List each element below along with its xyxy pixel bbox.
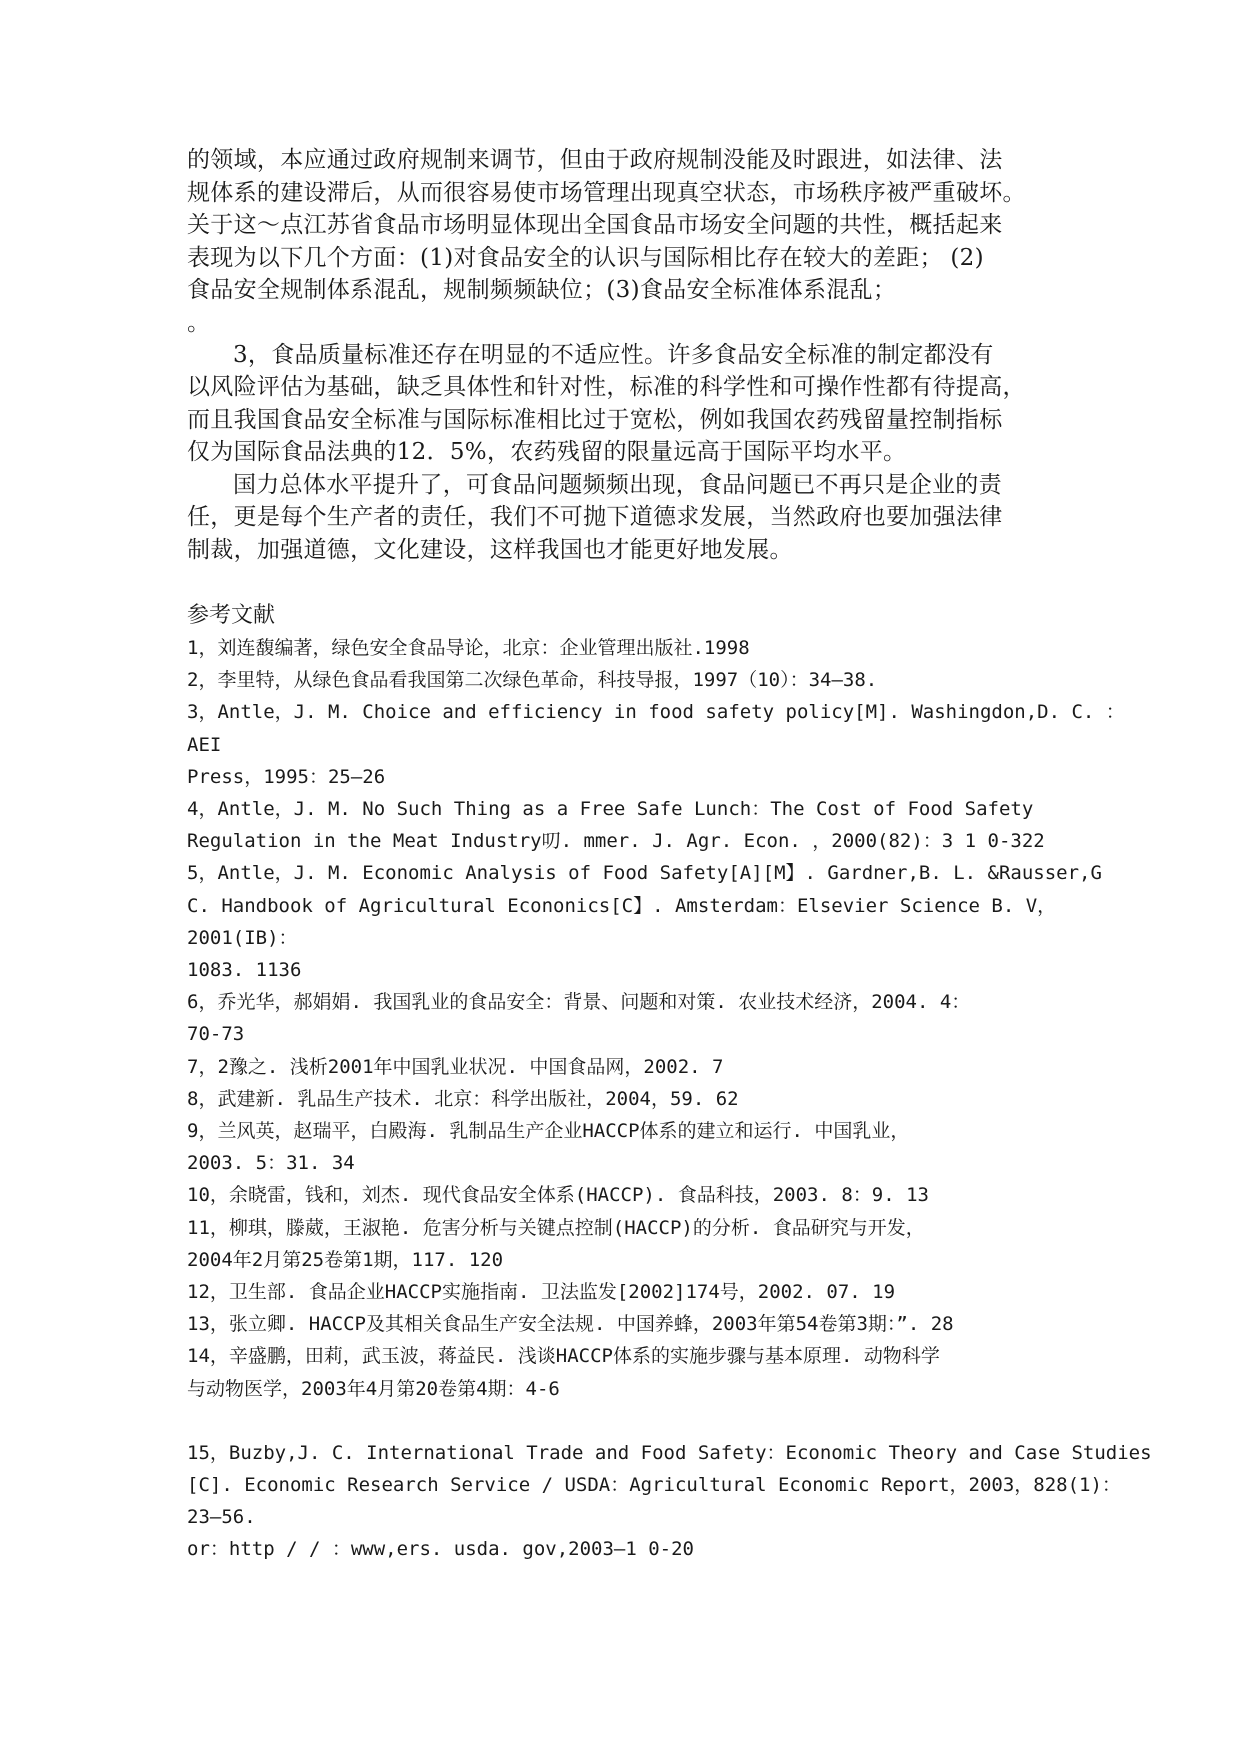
text-line: 3，食品质量标准还存在明显的不适应性。许多食品安全标准的制定都没有 [233,341,994,368]
text-line: 仅为国际食品法典的12．5%，农药残留的限量远高于国际平均水平。 [187,439,907,465]
reference-line: 15，Buzby,J. C. International Trade and Food Safety：Economic Theory and Case Studies [187,1441,1152,1464]
reference-line: [C]. Economic Research Service / USDA：Agricultural Economic Report，2003，828(1)： [187,1474,1121,1497]
paragraph-3 [187,339,1067,469]
references-heading: 参考文献 [187,603,276,628]
text-line: 表现为以下几个方面：(1)对食品安全的认识与国际相比存在较大的差距； (2) [187,244,984,271]
text-line: 食品安全规制体系混乱，规制频频缺位；(3)食品安全标准体系混乱； [187,277,897,303]
references-section [187,600,1152,1566]
reference-line: 1，刘连馥编著，绿色安全食品导论，北京：企业管理出版社.1998 [187,637,750,659]
reference-line: 14，辛盛鹏，田莉，武玉波，蒋益民. 浅谈HACCP体系的实施步骤与基本原理. 动物科学 [187,1345,940,1368]
reference-line: 10，余晓雷，钱和，刘杰. 现代食品安全体系(HACCP). 食品科技，2003. 8：9. 13 [187,1184,929,1207]
text-line: 制裁，加强道德，文化建设，这样我国也才能更好地发展。 [187,536,793,563]
reference-line: 8，武建新. 乳品生产技术. 北京：科学出版社，2004，59. 62 [187,1087,739,1110]
reference-line: 7，2豫之. 浅析2001年中国乳业状况. 中国食品网，2002. 7 [187,1055,724,1078]
reference-line: 12，卫生部. 食品企业HACCP实施指南. 卫法监发[2002]174号，2002. 07. 19 [187,1281,896,1304]
reference-line: 5，Antle，J. M. Economic Analysis of Food Safety[A][M】. Gardner,B. L. &Rausser,G [187,862,1102,885]
body-text [187,144,1067,566]
reference-line: 6，乔光华，郝娟娟. 我国乳业的食品安全：背景、问题和对策. 农业技术经济，2004. 4： [187,991,971,1014]
reference-line: 2，李里特，从绿色食品看我国第二次绿色革命，科技导报，1997（10）：34—38. [187,669,878,692]
reference-line: 11，柳琪，滕葳，王淑艳. 危害分析与关键点控制(HACCP)的分析. 食品研究与开发， [187,1216,925,1239]
reference-gap [187,1405,1107,1437]
reference-line: 4，Antle，J. M. No Such Thing as a Free Safe Lunch：The Cost of Food Safety [187,798,1034,821]
reference-line: 2003. 5：31. 34 [187,1152,355,1175]
paragraph-4 [187,469,1067,567]
reference-line: 9，兰风英，赵瑞平，白殿海. 乳制品生产企业HACCP体系的建立和运行. 中国乳业， [187,1120,910,1143]
references-list [187,632,1152,1566]
text-line: 以风险评估为基础，缺乏具体性和针对性，标准的科学性和可操作性都有待提高， [187,374,1026,400]
text-line: 的领域，本应通过政府规制来调节，但由于政府规制没能及时跟进，如法律、法 [187,147,1003,173]
text-line: 而且我国食品安全标准与国际标准相比过于宽松，例如我国农药残留量控制指标 [187,406,1003,433]
reference-line: 23—56. [187,1506,256,1529]
reference-line: 70-73 [187,1023,245,1046]
reference-line: 2004年2月第25卷第1期，117. 120 [187,1248,504,1271]
reference-line: Press，1995：25—26 [187,765,386,788]
text-line: 国力总体水平提升了，可食品问题频频出现，食品问题已不再只是企业的责 [233,471,1002,498]
paragraph-1 [187,144,1067,307]
text-line: 任，更是每个生产者的责任，我们不可抛下道德求发展，当然政府也要加强法律 [187,504,1003,530]
reference-line: C. Handbook of Agricultural Econonics[C】. Amsterdam：Elsevier Science B. V， [187,894,1057,917]
reference-line: 2001(IB)： [187,926,298,949]
reference-line: 与动物医学，2003年4月第20卷第4期：4-6 [187,1377,560,1400]
paragraph-dot: 。 [187,309,211,336]
reference-line: or：http / / ：www,ers. usda. gov,2003—1 0-20 [187,1538,694,1561]
reference-line: 1083. 1136 [187,959,302,982]
text-line: 规体系的建设滞后，从而很容易使市场管理出现真空状态，市场秩序被严重破坏。 [187,179,1026,206]
text-line: 关于这～点江苏省食品市场明显体现出全国食品市场安全问题的共性，概括起来 [187,212,1003,238]
reference-line: AEI [187,733,222,756]
reference-line: 13，张立卿. HACCP及其相关食品生产安全法规. 中国养蜂，2003年第54卷第3期：”. 28 [187,1313,954,1336]
reference-line: 3，Antle，J. M. Choice and efficiency in food safety policy[M]. Washingdon,D. C. ： [187,701,1125,724]
reference-line: Regulation in the Meat Industry叨. mmer. J. Agr. Econ. ，2000(82)：3 1 0-322 [187,830,1045,853]
